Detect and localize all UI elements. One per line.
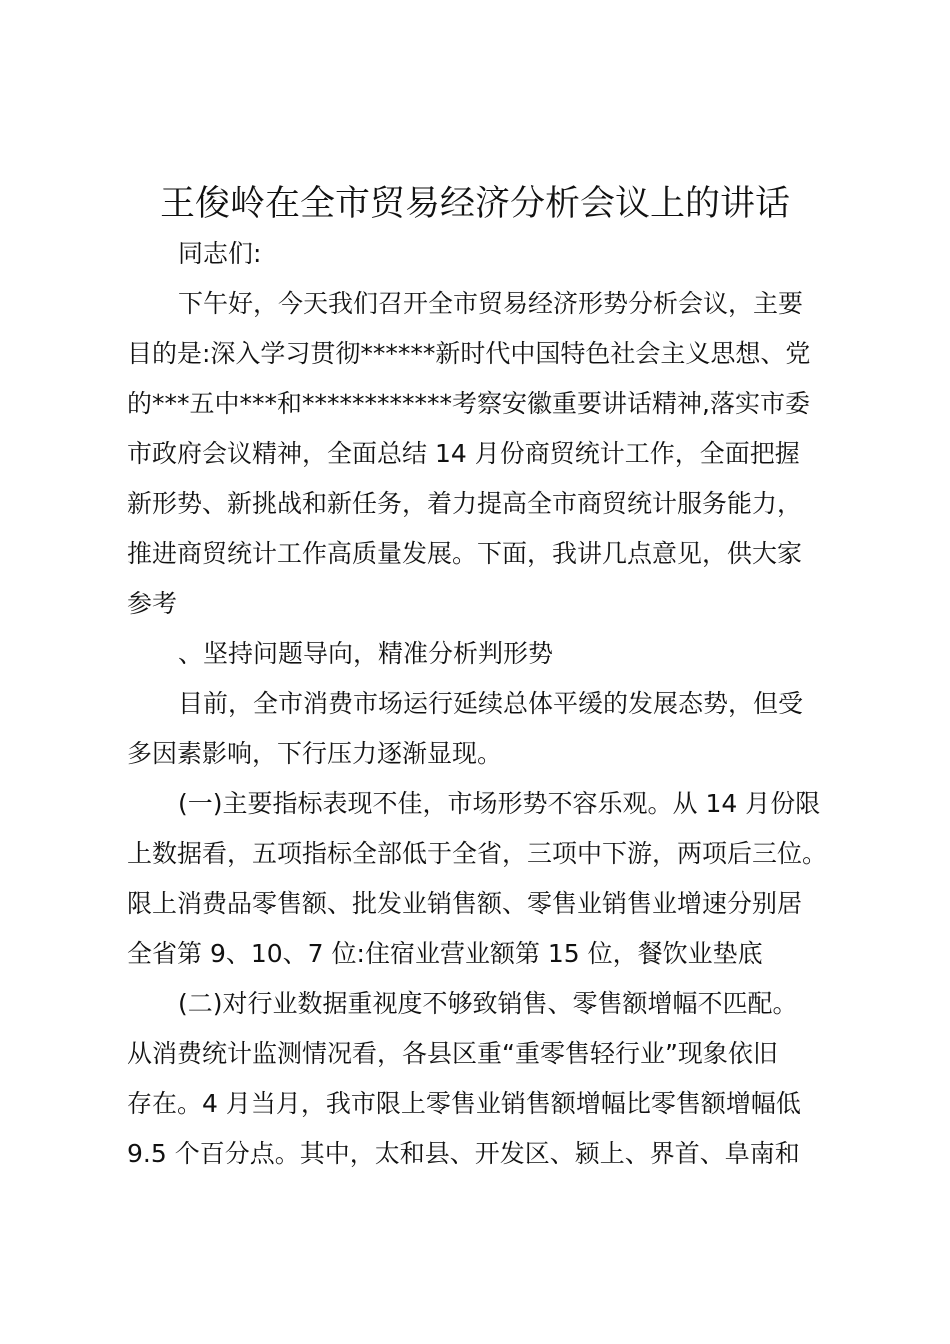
paragraph-4-line-4: 9.5 个百分点。其中，太和县、开发区、颍上、界首、阜南和 [127, 1139, 800, 1168]
paragraph-3-line-4: 全省第 9、10、7 位:住宿业营业额第 15 位，餐饮业垫底 [127, 939, 763, 968]
paragraph-4-line-2: 从消费统计监测情况看，各县区重“重零售轻行业”现象依旧 [127, 1039, 778, 1068]
paragraph-4-line-3: 存在。4 月当月，我市限上零售业销售额增幅比零售额增幅低 [127, 1089, 801, 1118]
paragraph-4-line-1: (二)对行业数据重视度不够致销售、零售额增幅不匹配。 [178, 989, 798, 1018]
paragraph-1-line-6: 推进商贸统计工作高质量发展。下面，我讲几点意见，供大家 [127, 539, 803, 568]
paragraph-1-line-4: 市政府会议精神，全面总结 14 月份商贸统计工作，全面把握 [127, 439, 800, 468]
paragraph-1-line-7: 参考 [127, 589, 178, 618]
paragraph-3-line-3: 限上消费品零售额、批发业销售额、零售业销售业增速分别居 [127, 889, 803, 918]
paragraph-1-line-5: 新形势、新挑战和新任务，着力提高全市商贸统计服务能力， [127, 489, 803, 518]
paragraph-2-line-1: 目前，全市消费市场运行延续总体平缓的发展态势，但受 [178, 689, 804, 718]
paragraph-3-line-2: 上数据看，五项指标全部低于全省，三项中下游，两项后三位。 [127, 839, 828, 868]
salutation: 同志们: [178, 239, 262, 268]
paragraph-1-line-2: 目的是:深入学习贯彻******新时代中国特色社会主义思想、党 [127, 339, 811, 368]
paragraph-3-line-1: (一)主要指标表现不佳，市场形势不容乐观。从 14 月份限 [178, 789, 821, 818]
paragraph-1-line-1: 下午好，今天我们召开全市贸易经济形势分析会议，主要 [178, 289, 804, 318]
section-heading: 、坚持问题导向，精准分析判形势 [178, 639, 554, 668]
paragraph-2-line-2: 多因素影响，下行压力逐渐显现。 [127, 739, 503, 768]
document-title: 王俊岭在全市贸易经济分析会议上的讲话 [159, 184, 790, 224]
paragraph-1-line-3: 的***五中***和************考察安徽重要讲话精神,落实市委 [127, 389, 810, 418]
